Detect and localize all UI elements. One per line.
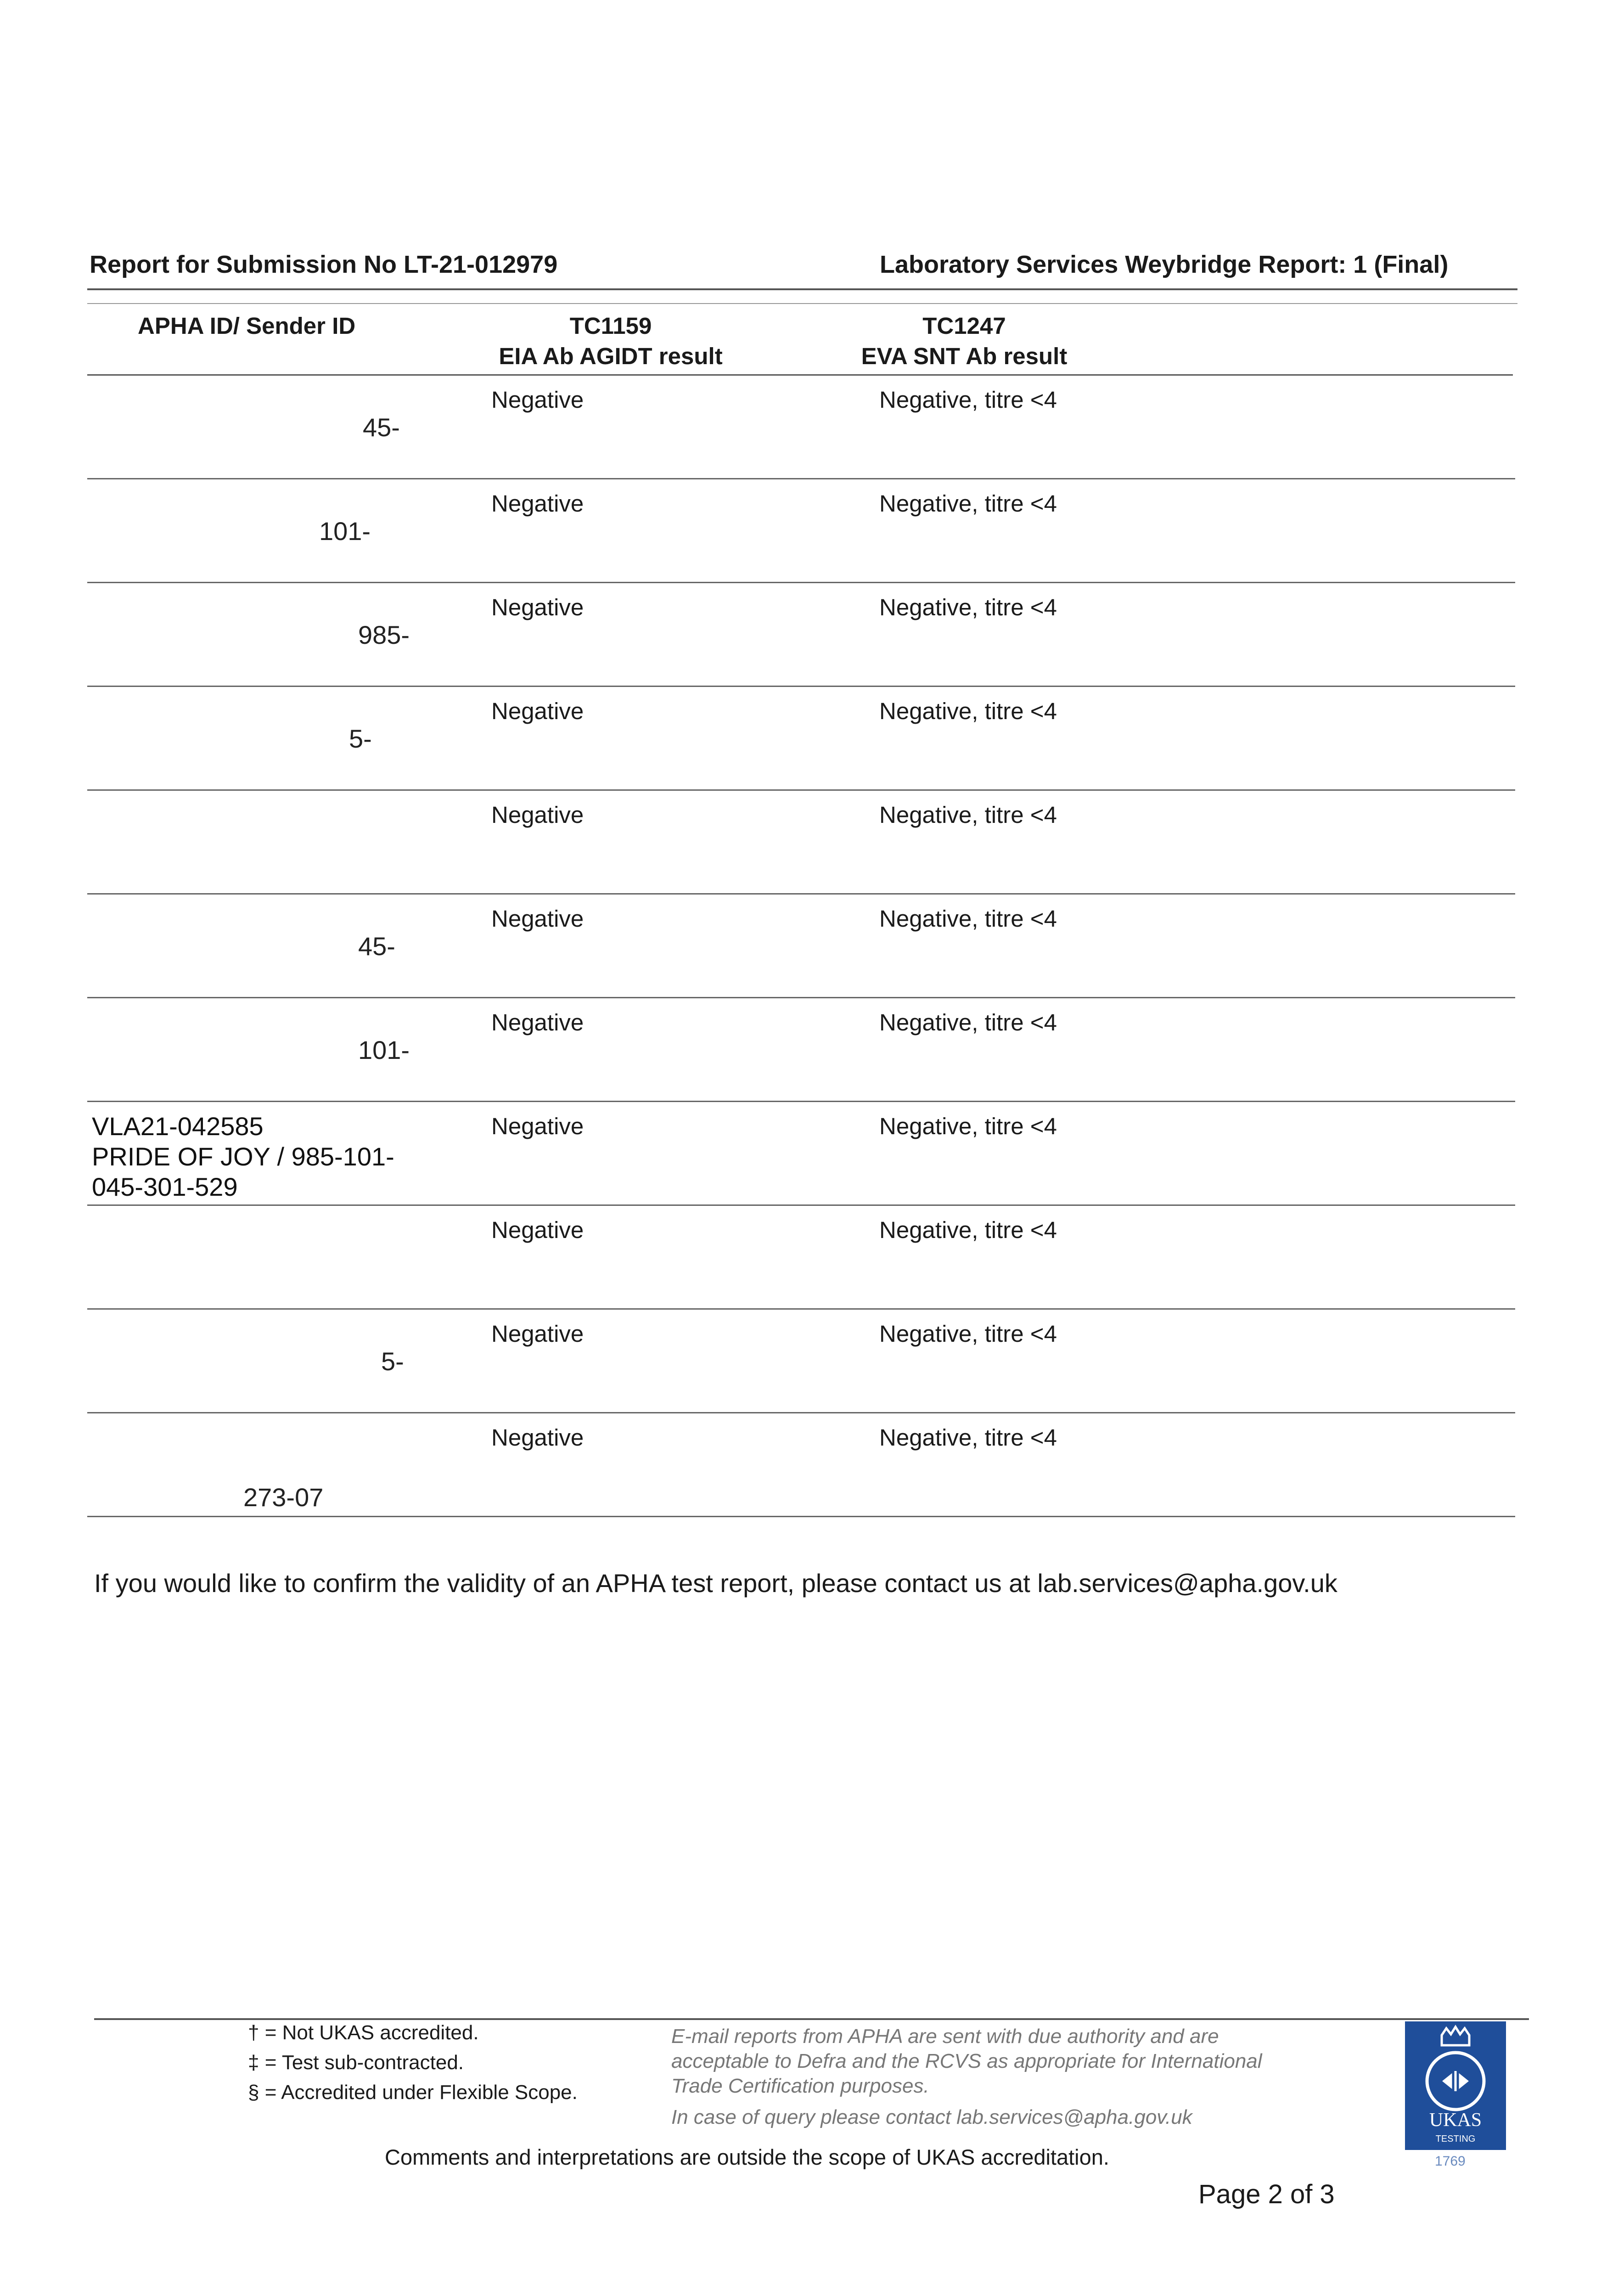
footer-rule — [94, 2018, 1529, 2020]
redacted-sender — [87, 1004, 344, 1096]
redacted-sender — [87, 1315, 344, 1407]
apha-id: VLA21-042585 — [92, 1112, 264, 1141]
eva-result: Negative, titre <4 — [879, 698, 1057, 724]
sender-fragment: 45- — [363, 413, 400, 442]
sender-fragment: 985- — [358, 620, 410, 649]
redacted-sender — [87, 900, 344, 992]
eva-result: Negative, titre <4 — [879, 387, 1057, 413]
table-row — [87, 1413, 1515, 1517]
eia-result: Negative — [491, 802, 584, 828]
footnote-sub-contracted: ‡ = Test sub-contracted. — [248, 2051, 464, 2074]
disclaimer-line: acceptable to Defra and the RCVS as appropriate for International — [671, 2050, 1262, 2072]
report-lab-title: Laboratory Services Weybridge Report: 1 (Final) — [880, 251, 1449, 278]
ukas-label: UKAS — [1429, 2110, 1482, 2131]
ukas-number: 1769 — [1435, 2154, 1466, 2169]
header-rule-2 — [87, 303, 1517, 304]
eia-result: Negative — [491, 1321, 584, 1347]
sender-fragment: 45- — [358, 932, 395, 961]
column-header-tc1159 — [482, 311, 739, 371]
eia-result: Negative — [491, 1009, 584, 1035]
table-row — [87, 1310, 1515, 1413]
sender-fragment: 5- — [381, 1347, 404, 1376]
redacted-sender — [87, 796, 344, 888]
eva-result: Negative, titre <4 — [879, 1321, 1057, 1347]
tc1159-name: EIA Ab AGIDT result — [499, 343, 723, 369]
ukas-logo — [1405, 2021, 1506, 2150]
table-row — [87, 376, 1515, 479]
email-disclaimer — [671, 2024, 1262, 2130]
sender-fragment: 101- — [319, 517, 371, 546]
tc1159-code: TC1159 — [569, 313, 652, 339]
row-divider — [87, 1516, 1515, 1517]
eia-result: Negative — [491, 1217, 584, 1243]
eva-result: Negative, titre <4 — [879, 1113, 1057, 1139]
report-submission-title: Report for Submission No LT-21-012979 — [90, 251, 558, 278]
redacted-sender — [87, 589, 344, 681]
redacted-sender — [87, 1211, 344, 1303]
sender-fragment: 101- — [358, 1035, 410, 1064]
redacted-sender — [87, 485, 344, 577]
eva-result: Negative, titre <4 — [879, 1424, 1057, 1451]
column-header-tc1247 — [854, 311, 1074, 371]
eia-result: Negative — [491, 594, 584, 620]
page-number: Page 2 of 3 — [1198, 2179, 1335, 2209]
footnote-not-accredited: † = Not UKAS accredited. — [248, 2021, 479, 2044]
eia-result: Negative — [491, 490, 584, 517]
sender-name: PRIDE OF JOY / 985-101- — [92, 1142, 394, 1171]
header-rule — [87, 288, 1517, 290]
column-header-id: APHA ID/ Sender ID — [138, 313, 356, 339]
sender-number: 045-301-529 — [92, 1172, 238, 1201]
table-row — [87, 895, 1515, 998]
table-row — [87, 791, 1515, 895]
ukas-scope-note: Comments and interpretations are outside the scope of UKAS accreditation. — [385, 2145, 1109, 2169]
tc1247-name: EVA SNT Ab result — [861, 343, 1068, 369]
eva-result: Negative, titre <4 — [879, 1217, 1057, 1243]
table-row — [87, 998, 1515, 1102]
disclaimer-line: Trade Certification purposes. — [671, 2075, 929, 2097]
eva-result: Negative, titre <4 — [879, 802, 1057, 828]
eia-result: Negative — [491, 1424, 584, 1451]
eia-result: Negative — [491, 387, 584, 413]
disclaimer-query: In case of query please contact lab.services@apha.gov.uk — [671, 2106, 1192, 2128]
eva-result: Negative, titre <4 — [879, 1009, 1057, 1035]
eva-result: Negative, titre <4 — [879, 490, 1057, 517]
eva-result: Negative, titre <4 — [879, 594, 1057, 620]
sender-fragment: 5- — [349, 724, 372, 753]
tc1247-code: TC1247 — [922, 313, 1006, 339]
table-row — [87, 583, 1515, 687]
sender-fragment: 273-07 — [243, 1483, 324, 1512]
redacted-sender — [87, 381, 344, 473]
eia-result: Negative — [491, 1113, 584, 1139]
redacted-sender — [87, 692, 344, 784]
eia-result: Negative — [491, 906, 584, 932]
table-row — [87, 1102, 1515, 1206]
footnote-flexible-scope: § = Accredited under Flexible Scope. — [248, 2081, 578, 2104]
ukas-sub: TESTING — [1435, 2134, 1476, 2144]
eia-result: Negative — [491, 698, 584, 724]
disclaimer-line: E-mail reports from APHA are sent with due authority and are — [671, 2025, 1219, 2048]
sender-id — [92, 1111, 394, 1202]
eva-result: Negative, titre <4 — [879, 906, 1057, 932]
validity-contact-text: If you would like to confirm the validity of an APHA test report, please contact us at lab.services@apha.gov.uk — [94, 1569, 1337, 1598]
table-row — [87, 1206, 1515, 1310]
table-row — [87, 479, 1515, 583]
table-row — [87, 687, 1515, 791]
